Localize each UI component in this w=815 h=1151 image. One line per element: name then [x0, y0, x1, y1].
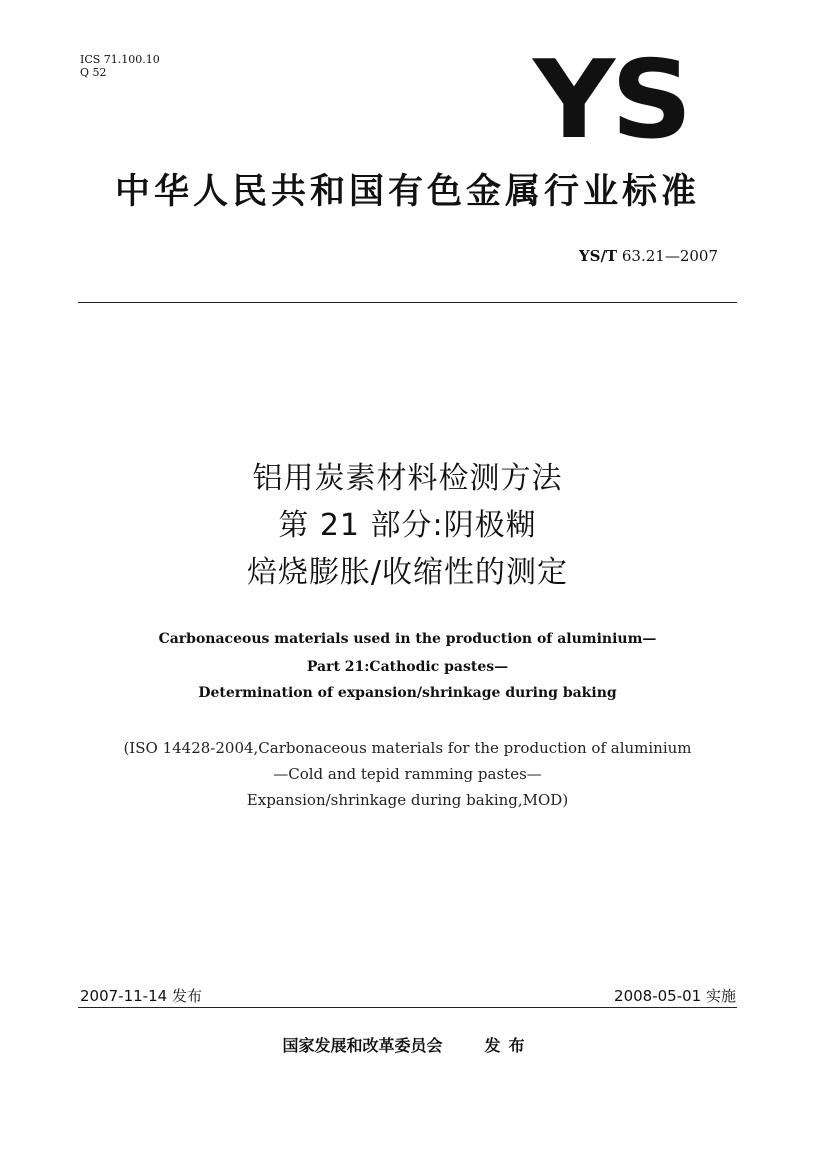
en-title-line-2: Part 21:Cathodic pastes— — [306, 659, 509, 675]
implement-date: 2008-05-01 实施 — [614, 987, 736, 1005]
cn-title-line-3: 焙烧膨胀/收缩性的测定 — [246, 555, 569, 590]
issue-date: 2007-11-14 发布 — [80, 987, 202, 1005]
cn-title-line-2: 第 21 部分:阴极糊 — [278, 508, 537, 543]
org-title: 中华人民共和国有色金属行业标准 — [114, 172, 700, 212]
publisher-line — [0, 1033, 815, 1056]
ics-code: ICS 71.100.10 — [80, 53, 160, 66]
publish-action: 发布 — [484, 1036, 533, 1055]
header-divider — [78, 302, 737, 303]
iso-ref-line-1: (ISO 14428-2004,Carbonaceous materials for the production of aluminium — [123, 739, 692, 757]
cn-title-line-1: 铝用炭素材料检测方法 — [252, 461, 563, 496]
en-title-line-3: Determination of expansion/shrinkage during baking — [198, 685, 617, 701]
standard-code: 63.21—2007 — [621, 247, 718, 265]
iso-ref-line-2: —Cold and tepid ramming pastes— — [273, 765, 542, 783]
en-title-line-1: Carbonaceous materials used in the production of aluminium— — [158, 631, 657, 647]
classification-codes — [80, 53, 160, 79]
iso-ref-line-3: Expansion/shrinkage during baking,MOD) — [246, 791, 569, 809]
ccs-code: Q 52 — [80, 66, 107, 79]
standard-prefix: YS/T — [578, 247, 618, 265]
publisher-name: 国家发展和改革委员会 — [282, 1036, 443, 1055]
standard-number — [579, 247, 718, 265]
ys-logo: YS — [533, 38, 689, 163]
footer-divider — [78, 1007, 737, 1008]
